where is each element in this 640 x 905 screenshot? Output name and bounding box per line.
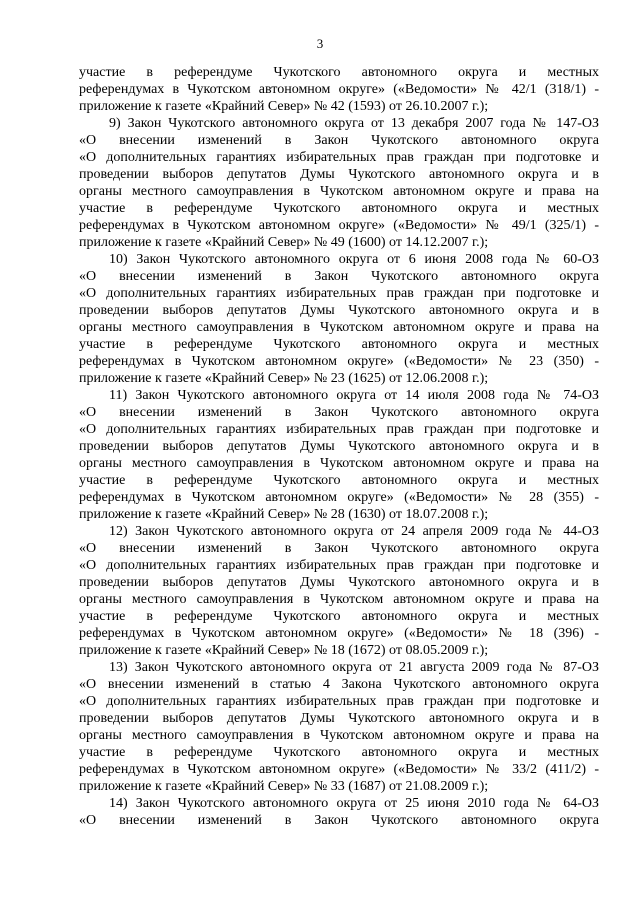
text-line: участие в референдуме Чукотского автономного округа и местных (79, 473, 599, 488)
paragraph-first-line: 13) Закон Чукотского автономного округа от 21 августа 2009 года № 87-ОЗ (109, 660, 599, 675)
text-line: участие в референдуме Чукотского автономного округа и местных (79, 65, 599, 80)
text-line: проведении выборов депутатов Думы Чукотского автономного округа и в (79, 167, 599, 182)
text-line: «О дополнительных гарантиях избирательных прав граждан при подготовке и (79, 558, 599, 573)
text-line: приложение к газете «Крайний Север» № 18 (1672) от 08.05.2009 г.); (79, 643, 489, 658)
text-line: референдумах в Чукотском автономном округе» («Ведомости» № 42/1 (318/1) - (79, 82, 599, 97)
text-line: «О внесении изменений в Закон Чукотского автономного округа (79, 269, 599, 284)
text-line: «О дополнительных гарантиях избирательных прав граждан при подготовке и (79, 150, 599, 165)
text-line: «О дополнительных гарантиях избирательных прав граждан при подготовке и (79, 422, 599, 437)
text-line: референдумах в Чукотском автономном округе» («Ведомости» № 49/1 (325/1) - (79, 218, 599, 233)
text-line: органы местного самоуправления в Чукотском автономном округе и права на (79, 184, 599, 199)
text-line: органы местного самоуправления в Чукотском автономном округе и права на (79, 456, 599, 471)
paragraph-first-line: 9) Закон Чукотского автономного округа от 13 декабря 2007 года № 147-ОЗ (109, 116, 599, 131)
text-line: референдумах в Чукотском автономном округе» («Ведомости» № 18 (396) - (79, 626, 599, 641)
text-line: приложение к газете «Крайний Север» № 28 (1630) от 18.07.2008 г.); (79, 507, 489, 522)
text-line: «О внесении изменений в Закон Чукотского автономного округа (79, 541, 599, 556)
text-line: участие в референдуме Чукотского автономного округа и местных (79, 609, 599, 624)
text-line: участие в референдуме Чукотского автономного округа и местных (79, 337, 599, 352)
text-line: «О внесении изменений в Закон Чукотского автономного округа (79, 133, 599, 148)
text-line: «О внесении изменений в статью 4 Закона Чукотского автономного округа (79, 677, 599, 692)
text-line: проведении выборов депутатов Думы Чукотского автономного округа и в (79, 303, 599, 318)
text-line: «О внесении изменений в Закон Чукотского автономного округа (79, 813, 599, 828)
text-line: референдумах в Чукотском автономном округе» («Ведомости» № 23 (350) - (79, 354, 599, 369)
text-line: органы местного самоуправления в Чукотском автономном округе и права на (79, 728, 599, 743)
text-line: проведении выборов депутатов Думы Чукотского автономного округа и в (79, 711, 599, 726)
paragraph-first-line: 11) Закон Чукотского автономного округа от 14 июля 2008 года № 74-ОЗ (109, 388, 599, 403)
document-body (79, 64, 599, 829)
text-line: референдумах в Чукотском автономном округе» («Ведомости» № 33/2 (411/2) - (79, 762, 599, 777)
text-line: участие в референдуме Чукотского автономного округа и местных (79, 745, 599, 760)
text-line: приложение к газете «Крайний Север» № 42 (1593) от 26.10.2007 г.); (79, 99, 489, 114)
text-line: проведении выборов депутатов Думы Чукотского автономного округа и в (79, 575, 599, 590)
text-line: приложение к газете «Крайний Север» № 33 (1687) от 21.08.2009 г.); (79, 779, 489, 794)
page-number: 3 (316, 36, 324, 51)
text-line: «О дополнительных гарантиях избирательных прав граждан при подготовке и (79, 286, 599, 301)
text-line: «О внесении изменений в Закон Чукотского автономного округа (79, 405, 599, 420)
paragraph-first-line: 12) Закон Чукотского автономного округа от 24 апреля 2009 года № 44-ОЗ (109, 524, 599, 539)
paragraph-first-line: 10) Закон Чукотского автономного округа от 6 июня 2008 года № 60-ОЗ (109, 252, 599, 267)
text-line: участие в референдуме Чукотского автономного округа и местных (79, 201, 599, 216)
text-line: приложение к газете «Крайний Север» № 23 (1625) от 12.06.2008 г.); (79, 371, 489, 386)
text-line: проведении выборов депутатов Думы Чукотского автономного округа и в (79, 439, 599, 454)
text-line: «О дополнительных гарантиях избирательных прав граждан при подготовке и (79, 694, 599, 709)
text-line: приложение к газете «Крайний Север» № 49 (1600) от 14.12.2007 г.); (79, 235, 489, 250)
text-line: референдумах в Чукотском автономном округе» («Ведомости» № 28 (355) - (79, 490, 599, 505)
text-line: органы местного самоуправления в Чукотском автономном округе и права на (79, 320, 599, 335)
paragraph-first-line: 14) Закон Чукотского автономного округа от 25 июня 2010 года № 64-ОЗ (109, 796, 599, 811)
text-line: органы местного самоуправления в Чукотском автономном округе и права на (79, 592, 599, 607)
